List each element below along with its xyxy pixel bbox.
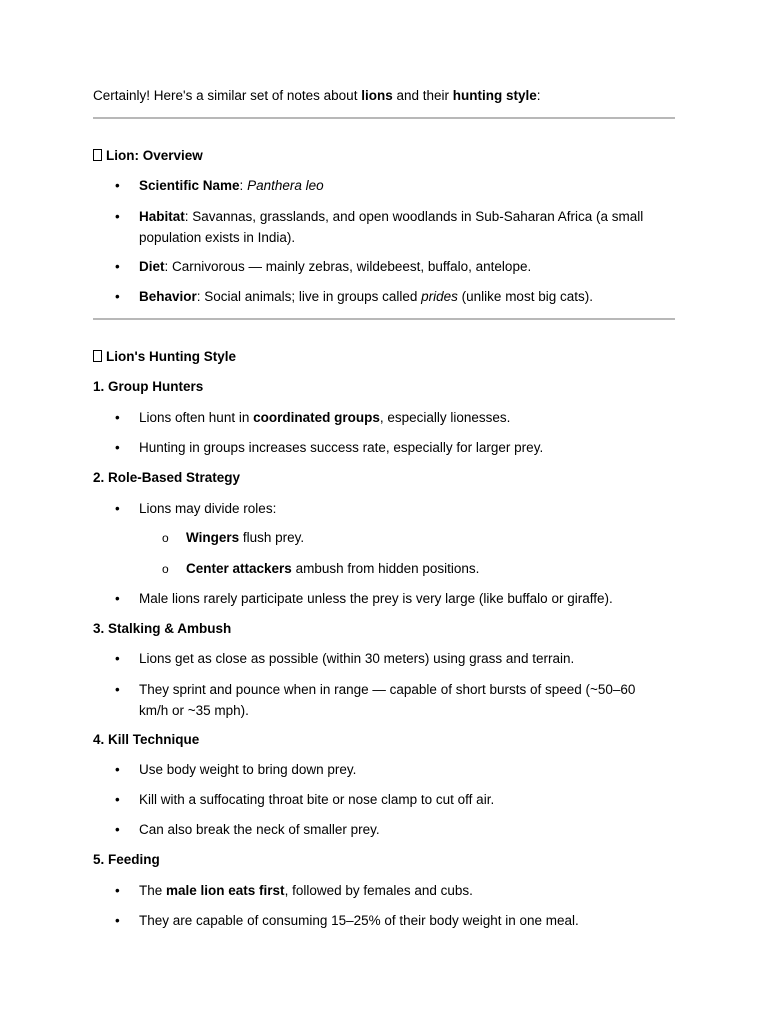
item-bold: Center attackers: [186, 561, 292, 576]
item-label: Scientific Name: [139, 178, 240, 193]
item-label: Habitat: [139, 209, 185, 224]
item-text: , followed by females and cubs.: [284, 883, 473, 898]
item-text: The: [139, 883, 167, 898]
horizontal-rule: [93, 318, 675, 320]
list-item: [139, 881, 668, 902]
bullet-icon: •: [115, 178, 120, 193]
hunting-heading: [93, 347, 675, 367]
item-text: : Savannas, grasslands, and open woodlands in Sub-Saharan Africa (a small population exists in India).: [139, 209, 644, 245]
item-bold: male lion eats first: [166, 883, 285, 898]
item-text: flush prey.: [239, 530, 305, 545]
section-heading-feeding: 5. Feeding: [93, 852, 160, 867]
missing-glyph-icon: [93, 350, 102, 362]
bullet-icon: •: [115, 913, 120, 928]
intro-text: Certainly! Here's a similar set of notes about: [93, 88, 362, 103]
hunting-heading-text: Lion's Hunting Style: [106, 349, 236, 364]
intro-bold-hunting-style: hunting style: [452, 88, 537, 103]
section-heading-kill-technique: 4. Kill Technique: [93, 732, 200, 747]
item-text: : Social animals; live in groups called: [196, 289, 422, 304]
intro-text: :: [536, 88, 541, 103]
list-item: They are capable of consuming 15–25% of their body weight in one meal.: [139, 913, 579, 928]
intro-bold-lions: lions: [361, 88, 393, 103]
list-item: Hunting in groups increases success rate, especially for larger prey.: [139, 440, 544, 455]
sub-list-item-wingers: [186, 528, 668, 548]
section-heading-role-based-strategy: 2. Role-Based Strategy: [93, 470, 241, 485]
section-heading-group-hunters: 1. Group Hunters: [93, 379, 204, 394]
item-text: ambush from hidden positions.: [291, 561, 480, 576]
bullet-icon: •: [115, 682, 120, 697]
sub-list-item-center-attackers: [186, 559, 668, 579]
section-heading-stalking-ambush: 3. Stalking & Ambush: [93, 621, 232, 636]
item-text: Lions often hunt in: [139, 410, 254, 425]
intro-line: [93, 86, 675, 106]
bullet-icon: •: [115, 259, 120, 274]
item-emphasis: prides: [421, 289, 458, 304]
intro-text: and their: [392, 88, 453, 103]
bullet-icon: •: [115, 410, 120, 425]
item-bold: Wingers: [186, 530, 240, 545]
item-label: Diet: [139, 259, 165, 274]
sub-bullet-icon: o: [162, 531, 169, 545]
list-item: They sprint and pounce when in range — capable of short bursts of speed (~50–60 km/h or ~35 mph).: [139, 682, 636, 718]
list-item: Male lions rarely participate unless the prey is very large (like buffalo or giraffe).: [139, 591, 613, 606]
item-text: (unlike most big cats).: [457, 289, 593, 304]
list-item: Lions get as close as possible (within 30 meters) using grass and terrain.: [139, 651, 575, 666]
item-text: : Carnivorous — mainly zebras, wildebeest, buffalo, antelope.: [164, 259, 532, 274]
item-bold: coordinated groups: [253, 410, 380, 425]
overview-heading: [93, 146, 675, 166]
bullet-icon: •: [115, 792, 120, 807]
bullet-icon: •: [115, 440, 120, 455]
list-item: [139, 408, 668, 429]
horizontal-rule: [93, 117, 675, 119]
item-text: , especially lionesses.: [379, 410, 511, 425]
item-value: Panthera leo: [247, 178, 324, 193]
list-item-scientific-name: [139, 176, 668, 197]
list-item-diet: [139, 257, 668, 278]
bullet-icon: •: [115, 209, 120, 224]
missing-glyph-icon: [93, 149, 102, 161]
list-item: Lions may divide roles:: [139, 501, 277, 516]
sub-bullet-icon: o: [162, 562, 169, 576]
bullet-icon: •: [115, 822, 120, 837]
bullet-icon: •: [115, 651, 120, 666]
bullet-icon: •: [115, 762, 120, 777]
list-item: Use body weight to bring down prey.: [139, 762, 357, 777]
item-label: Behavior: [139, 289, 197, 304]
bullet-icon: •: [115, 501, 120, 516]
list-item-habitat: [139, 207, 668, 248]
list-item: Can also break the neck of smaller prey.: [139, 822, 380, 837]
item-separator: :: [239, 178, 248, 193]
bullet-icon: •: [115, 289, 120, 304]
list-item: Kill with a suffocating throat bite or nose clamp to cut off air.: [139, 792, 495, 807]
overview-heading-text: Lion: Overview: [106, 148, 203, 163]
bullet-icon: •: [115, 883, 120, 898]
bullet-icon: •: [115, 591, 120, 606]
list-item-behavior: [139, 287, 668, 308]
